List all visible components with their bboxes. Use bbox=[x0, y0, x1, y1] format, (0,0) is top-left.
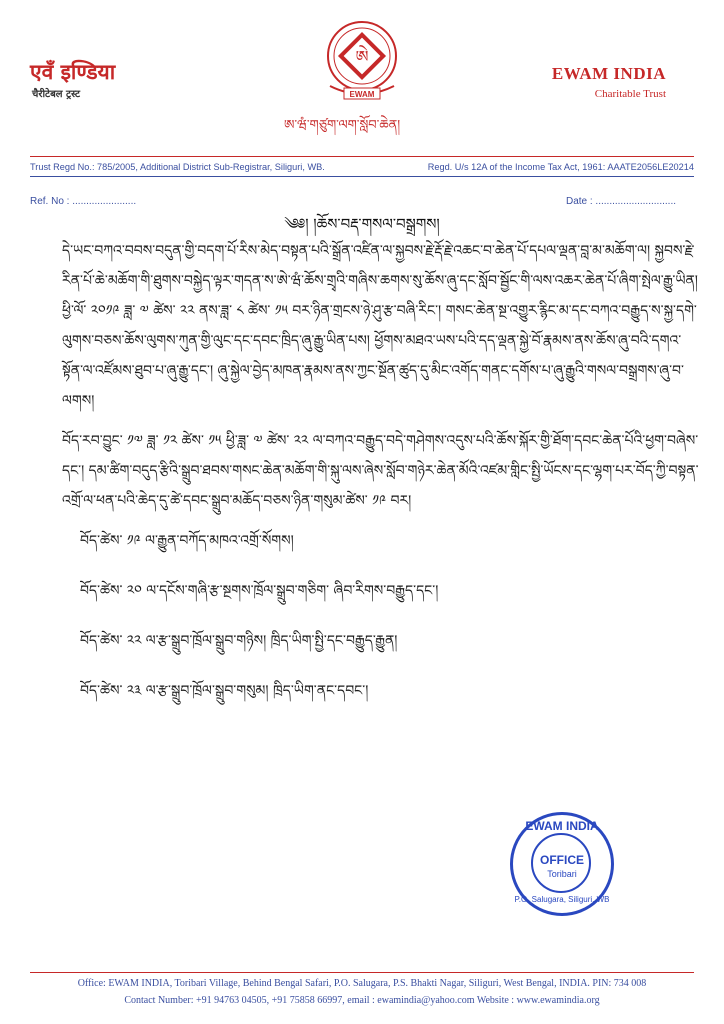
ref-number: Ref. No : ....................... bbox=[30, 196, 137, 207]
trust-registration: Trust Regd No.: 785/2005, Additional District Sub-Registrar, Siliguri, WB. bbox=[30, 162, 325, 172]
list-item: བོད་ཚེས་ ༢༣ ལ་རྩ་སྒྲུབ་ཁྲོལ་སྒྲུབ་གསུམ། ཁྲིད་ཡིག་ནང་དབང་། bbox=[80, 683, 369, 699]
stamp-location: Toribari bbox=[547, 869, 577, 879]
tibetan-motto: ཨ་ཝཾ་གཙུག་ལག་སློབ་ཆེན། bbox=[284, 118, 401, 133]
office-stamp bbox=[510, 812, 614, 916]
ewam-logo-icon bbox=[318, 16, 406, 108]
stamp-org: EWAM INDIA bbox=[525, 819, 599, 833]
header-divider bbox=[30, 156, 694, 157]
date-field: Date : ............................. bbox=[565, 196, 676, 207]
paragraph: བོད་རབ་བྱུང་ ༡༧ ཟླ་ ༡༢ ཚེས་ ༡༥ ཕྱི་ཟླ་ ༧ ཚེས་ ༢༢ ལ་བཀའ་བརྒྱུད་བདེ་གཤེགས་འདུས་པའི་ཆོས་སྐོར་གྱི་ཐོག་དབང་ཆེན་པོའི་ཕྱག་བཞེས་དང་། དམ་ཚིག་བདུད་རྩིའི་སྒྲུབ་ཐབས་གསང་ཆེན་མཆོག་གི་སྐུ་ལས་ཞེས་སློབ་གཉེར་ཆེན་མོའི་འཛམ་གླིང་སྤྱི་ཡོངས་དང་ལྷག་པར་བོད་ཀྱི་བསྟན་འགྲོ་ལ་ཕན་པའི་ཆེད་དུ་ཚེ་དབང་སྒྲུབ་མཆོད་བཅས་ཉིན་གསུམ་ཚེས་ ༡༩ བར། bbox=[62, 433, 699, 509]
list-item: བོད་ཚེས་ ༡༩ ལ་རྒྱུན་བཀོད་མཁའ་འགྲོ་སོགས། bbox=[80, 533, 294, 549]
paragraph: དེ་ཡང་བཀའ་བབས་བདུན་གྱི་བདག་པོ་རིས་མེད་བསྟན་པའི་སྒྲོན་འཛིན་ལ་སྐྱབས་རྗེ་རྡོ་རྗེ་འཆང་བ་ཆེན་པོ་དཔལ་ལྡན་བླ་མ་མཆོག་ལ། སྐྱབས་རྗེ་རིན་པོ་ཆེ་མཆོག་གི་ཐུགས་བསྐྱེད་ལྟར་གདན་ས་ཨེ་ཝཾ་ཆོས་གྲྭའི་གཞིས་ཆགས་སུ་ཆོས་ཞུ་དང་སློབ་སྦྱོང་གི་ལས་འཆར་ཆེན་པོ་ཞིག་སྤེལ་རྒྱུ་ཡིན། ཕྱི་ལོ་ ༢༠༡༩ ཟླ་ ༧ ཚེས་ ༢༢ ནས་ཟླ་ ༨ ཚེས་ ༡༥ བར་ཉིན་གྲངས་ཉེ་ཤུ་རྩ་བཞི་རིང་། གསང་ཆེན་སྔ་འགྱུར་རྙིང་མ་དང་བཀའ་བརྒྱུད་ས་སྐྱ་དགེ་ལུགས་བཅས་ཆོས་ལུགས་ཀུན་གྱི་ལུང་དང་དབང་ཁྲིད་ཞུ་རྒྱུ་ཡིན་པས། ཕྱོགས་མཐའ་ཡས་པའི་དད་ལྡན་སྐྱེ་བོ་རྣམས་ནས་ཆོས་ཞུ་བའི་དགའ་སྟོན་ལ་འཛོམས་ཐུབ་པ་ཞུ་རྒྱུ་དང་། ཞུ་སྐྱེལ་བྱེད་མཁན་རྣམས་ནས་ཀྱང་སྔོན་ཚུད་དུ་མིང་འགོད་གནང་དགོས་པ་ཞུ་རྒྱུའི་གསལ་བསྒྲགས་ཞུ་བ་ལགས། bbox=[62, 243, 698, 409]
tax-registration: Regd. U/s 12A of the Income Tax Act, 1961: AAATE2056LE20214 bbox=[427, 162, 694, 172]
footer-address: Office: EWAM INDIA, Toribari Village, Behind Bengal Safari, P.O. Salugara, P.S. Bhakti Nagar, Siliguri, West Bengal, INDIA. PIN: 734 008 bbox=[77, 978, 647, 989]
announcement-heading: ༄༅། །ཆོས་བརྡ་གསལ་བསྒྲགས། bbox=[284, 215, 440, 233]
letter-body bbox=[62, 236, 702, 726]
footer-contact: Contact Number: +91 94763 04505, +91 75858 66997, email : ewamindia@yahoo.com Website : www.ewamindia.org bbox=[124, 995, 600, 1006]
hindi-trust-subtitle: चैरीटेबल ट्रस्ट bbox=[32, 89, 81, 100]
list-item: བོད་ཚེས་ ༢༠ ལ་དངོས་གཞི་རྩ་སྔགས་ཁྲོལ་སྒྲུབ་གཅིག་ ཞིབ་རིགས་བརྒྱུད་དང་། bbox=[80, 583, 439, 599]
registration-divider bbox=[30, 176, 694, 177]
registration-line bbox=[30, 162, 694, 172]
footer-divider bbox=[30, 972, 694, 973]
english-trust-subtitle: Charitable Trust bbox=[594, 88, 666, 100]
stamp-address: P.O. Salugara, Siliguri, WB bbox=[514, 895, 610, 904]
stamp-office: OFFICE bbox=[540, 853, 584, 867]
english-trust-name: EWAM INDIA bbox=[551, 64, 666, 83]
logo-text: EWAM bbox=[349, 90, 375, 99]
hindi-trust-name: एवँ इण्डिया bbox=[30, 60, 116, 84]
svg-text:ཨེ: ཨེ bbox=[355, 47, 369, 66]
schedule-list bbox=[62, 526, 702, 706]
list-item: བོད་ཚེས་ ༢༢ ལ་རྩ་སྒྲུབ་ཁྲོལ་སྒྲུབ་གཉིས། ཁྲིད་ཡིག་སྤྱི་དང་བརྒྱུད་རྒྱུན། bbox=[80, 633, 398, 649]
